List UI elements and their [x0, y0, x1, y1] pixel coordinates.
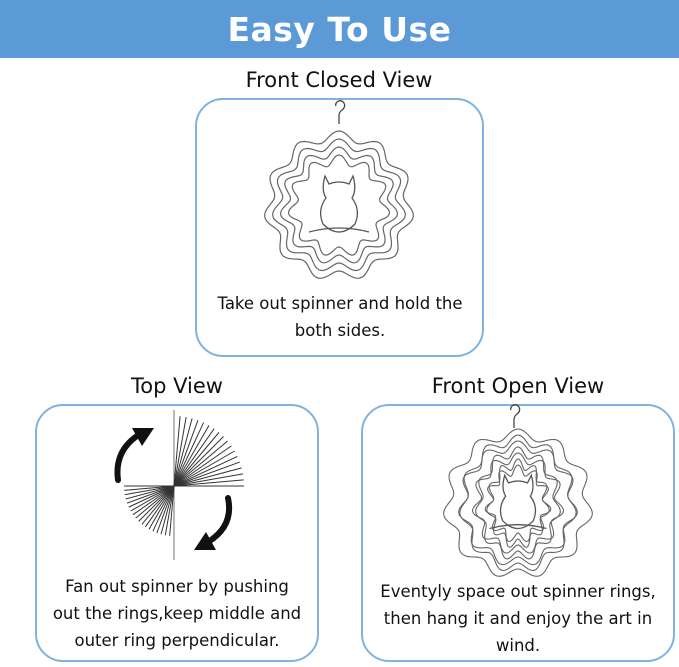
- caption-line: wind.: [495, 636, 541, 655]
- spinner-ring: [473, 453, 564, 553]
- caption-line: then hang it and enjoy the art in: [383, 609, 653, 628]
- rotate-arrow-bottom: [208, 498, 229, 542]
- owl-shape: [321, 176, 358, 232]
- open-spinner-icon: [438, 404, 598, 574]
- caption-line: out the rings,keep middle and: [52, 604, 302, 623]
- caption-line: Fan out spinner by pushing: [65, 577, 289, 596]
- front-closed-caption: [200, 290, 480, 344]
- hanging-hook: [336, 101, 345, 124]
- front-closed-title: Front Closed View: [245, 68, 433, 92]
- spinner-ring: [444, 429, 593, 576]
- rotate-arrow-top: [117, 434, 140, 480]
- front-open-title: Front Open View: [431, 374, 605, 398]
- closed-spinner-icon: [262, 100, 416, 280]
- top-view-title: Top View: [131, 374, 223, 398]
- top-view-spinner-icon: [110, 410, 250, 560]
- caption-line: Take out spinner and hold the: [217, 294, 463, 313]
- caption-line: outer ring perpendicular.: [74, 631, 280, 650]
- top-view-group: [117, 410, 244, 560]
- spinner-ring: [476, 447, 561, 559]
- hanging-hook: [511, 405, 520, 428]
- header-banner: [0, 0, 679, 58]
- owl-shape: [501, 475, 536, 528]
- front-open-caption: [364, 578, 672, 659]
- spinner-ring: [487, 459, 549, 547]
- open-spinner-group: [444, 405, 593, 577]
- top-view-caption: [40, 573, 314, 654]
- closed-spinner-group: [265, 101, 414, 279]
- spinner-ring: [485, 465, 551, 542]
- banner-title: Easy To Use: [227, 9, 452, 49]
- caption-line: Eventyly space out spinner rings,: [380, 582, 656, 601]
- caption-line: both sides.: [294, 321, 386, 340]
